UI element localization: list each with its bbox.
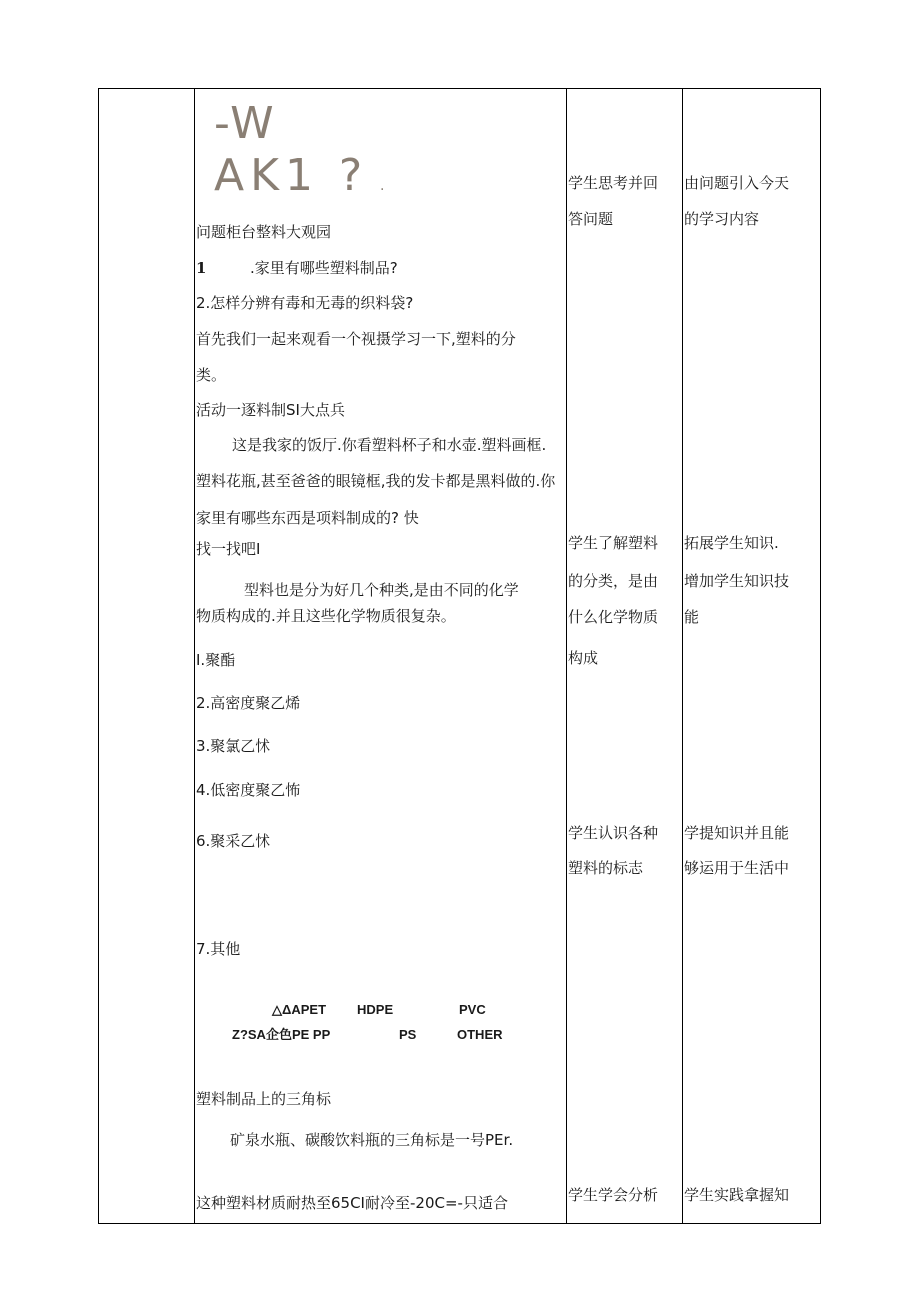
list-item: I.聚酯 [196,651,236,669]
student-text: 学生学会分析 [568,1186,659,1204]
symbol-label: PS [399,1027,417,1042]
symbol-label: HDPE [357,1002,394,1017]
list-item: 4.低密度聚乙怖 [196,781,301,799]
symbol-label: △ΔAPET [272,1002,327,1017]
student-text: 学生认识各种 [568,824,659,842]
paragraph-3-line-2: 物质构成的.并且这些化学物质很复杂。 [196,607,456,625]
question-1-number: 1 [196,259,207,277]
symbol-label: PVC [459,1002,486,1017]
intent-text: 由问题引入今天 [684,174,790,192]
activity-heading: 活动一逐料制SI大点兵 [196,401,345,419]
student-text: 的分类，是由 [568,572,659,590]
last-line: 这种塑料材质耐热至65CI耐冷至-20C=-只适合 [196,1194,508,1212]
student-text: 学生思考并回 [568,174,659,192]
student-text: 学生了解塑料 [568,534,659,552]
symbol-label: OTHER [457,1027,503,1042]
triangle-title: 塑料制品上的三角标 [196,1090,332,1108]
list-item: 7.其他 [196,940,241,958]
list-item: 3.聚氯乙怵 [196,737,271,755]
paragraph-2-line-3: 家里有哪些东西是项料制成的? 快 [196,509,419,527]
list-item: 2.高密度聚乙烯 [196,694,301,712]
intent-text: 学生实践拿握知 [684,1186,790,1204]
intro-title: 问题柜台整料大观园 [196,223,332,241]
column-divider [194,88,195,1224]
logo-line-2: AK1 ? [214,150,369,192]
student-text: 答问题 [568,210,614,228]
paragraph-2-line-2: 塑料花瓶,甚至爸爸的眼镜框,我的发卡都是黑料做的.你 [196,472,556,490]
student-text: 构成 [568,649,599,667]
intent-text: 够运用于生活中 [684,859,790,877]
paragraph-1-line-2: 类。 [196,366,227,384]
symbol-label: Z?SA企色PE PP [232,1027,331,1042]
list-item: 6.聚采乙怵 [196,832,271,850]
paragraph-2-line-1: 这是我家的饭厅.你看塑料杯子和水壶.塑料画框. [232,436,547,454]
intent-text: 增加学生知识技 [684,572,790,590]
triangle-paragraph: 矿泉水瓶、碳酸饮料瓶的三角标是一号PEr. [230,1131,514,1149]
logo-line-1: -W [214,98,276,149]
intent-text: 能 [684,608,700,626]
intent-text: 的学习内容 [684,210,760,228]
intent-text: 学提知识并且能 [684,824,790,842]
paragraph-3-line-1: 型料也是分为好几个种类,是由不同的化学 [244,581,519,599]
logo-mark: . [380,178,385,194]
question-2: 2.怎样分辨有毒和无毒的织料袋? [196,294,414,312]
column-divider [566,88,567,1224]
column-divider [682,88,683,1224]
student-text: 什么化学物质 [568,608,659,626]
paragraph-2-line-4: 找一找吧I [196,540,261,558]
intent-text: 拓展学生知识. [684,534,779,552]
paragraph-1-line-1: 首先我们一起来观看一个视摄学习一下,塑料的分 [196,330,516,348]
student-text: 塑料的标志 [568,859,644,877]
question-1-text: .家里有哪些塑料制品? [250,259,398,277]
